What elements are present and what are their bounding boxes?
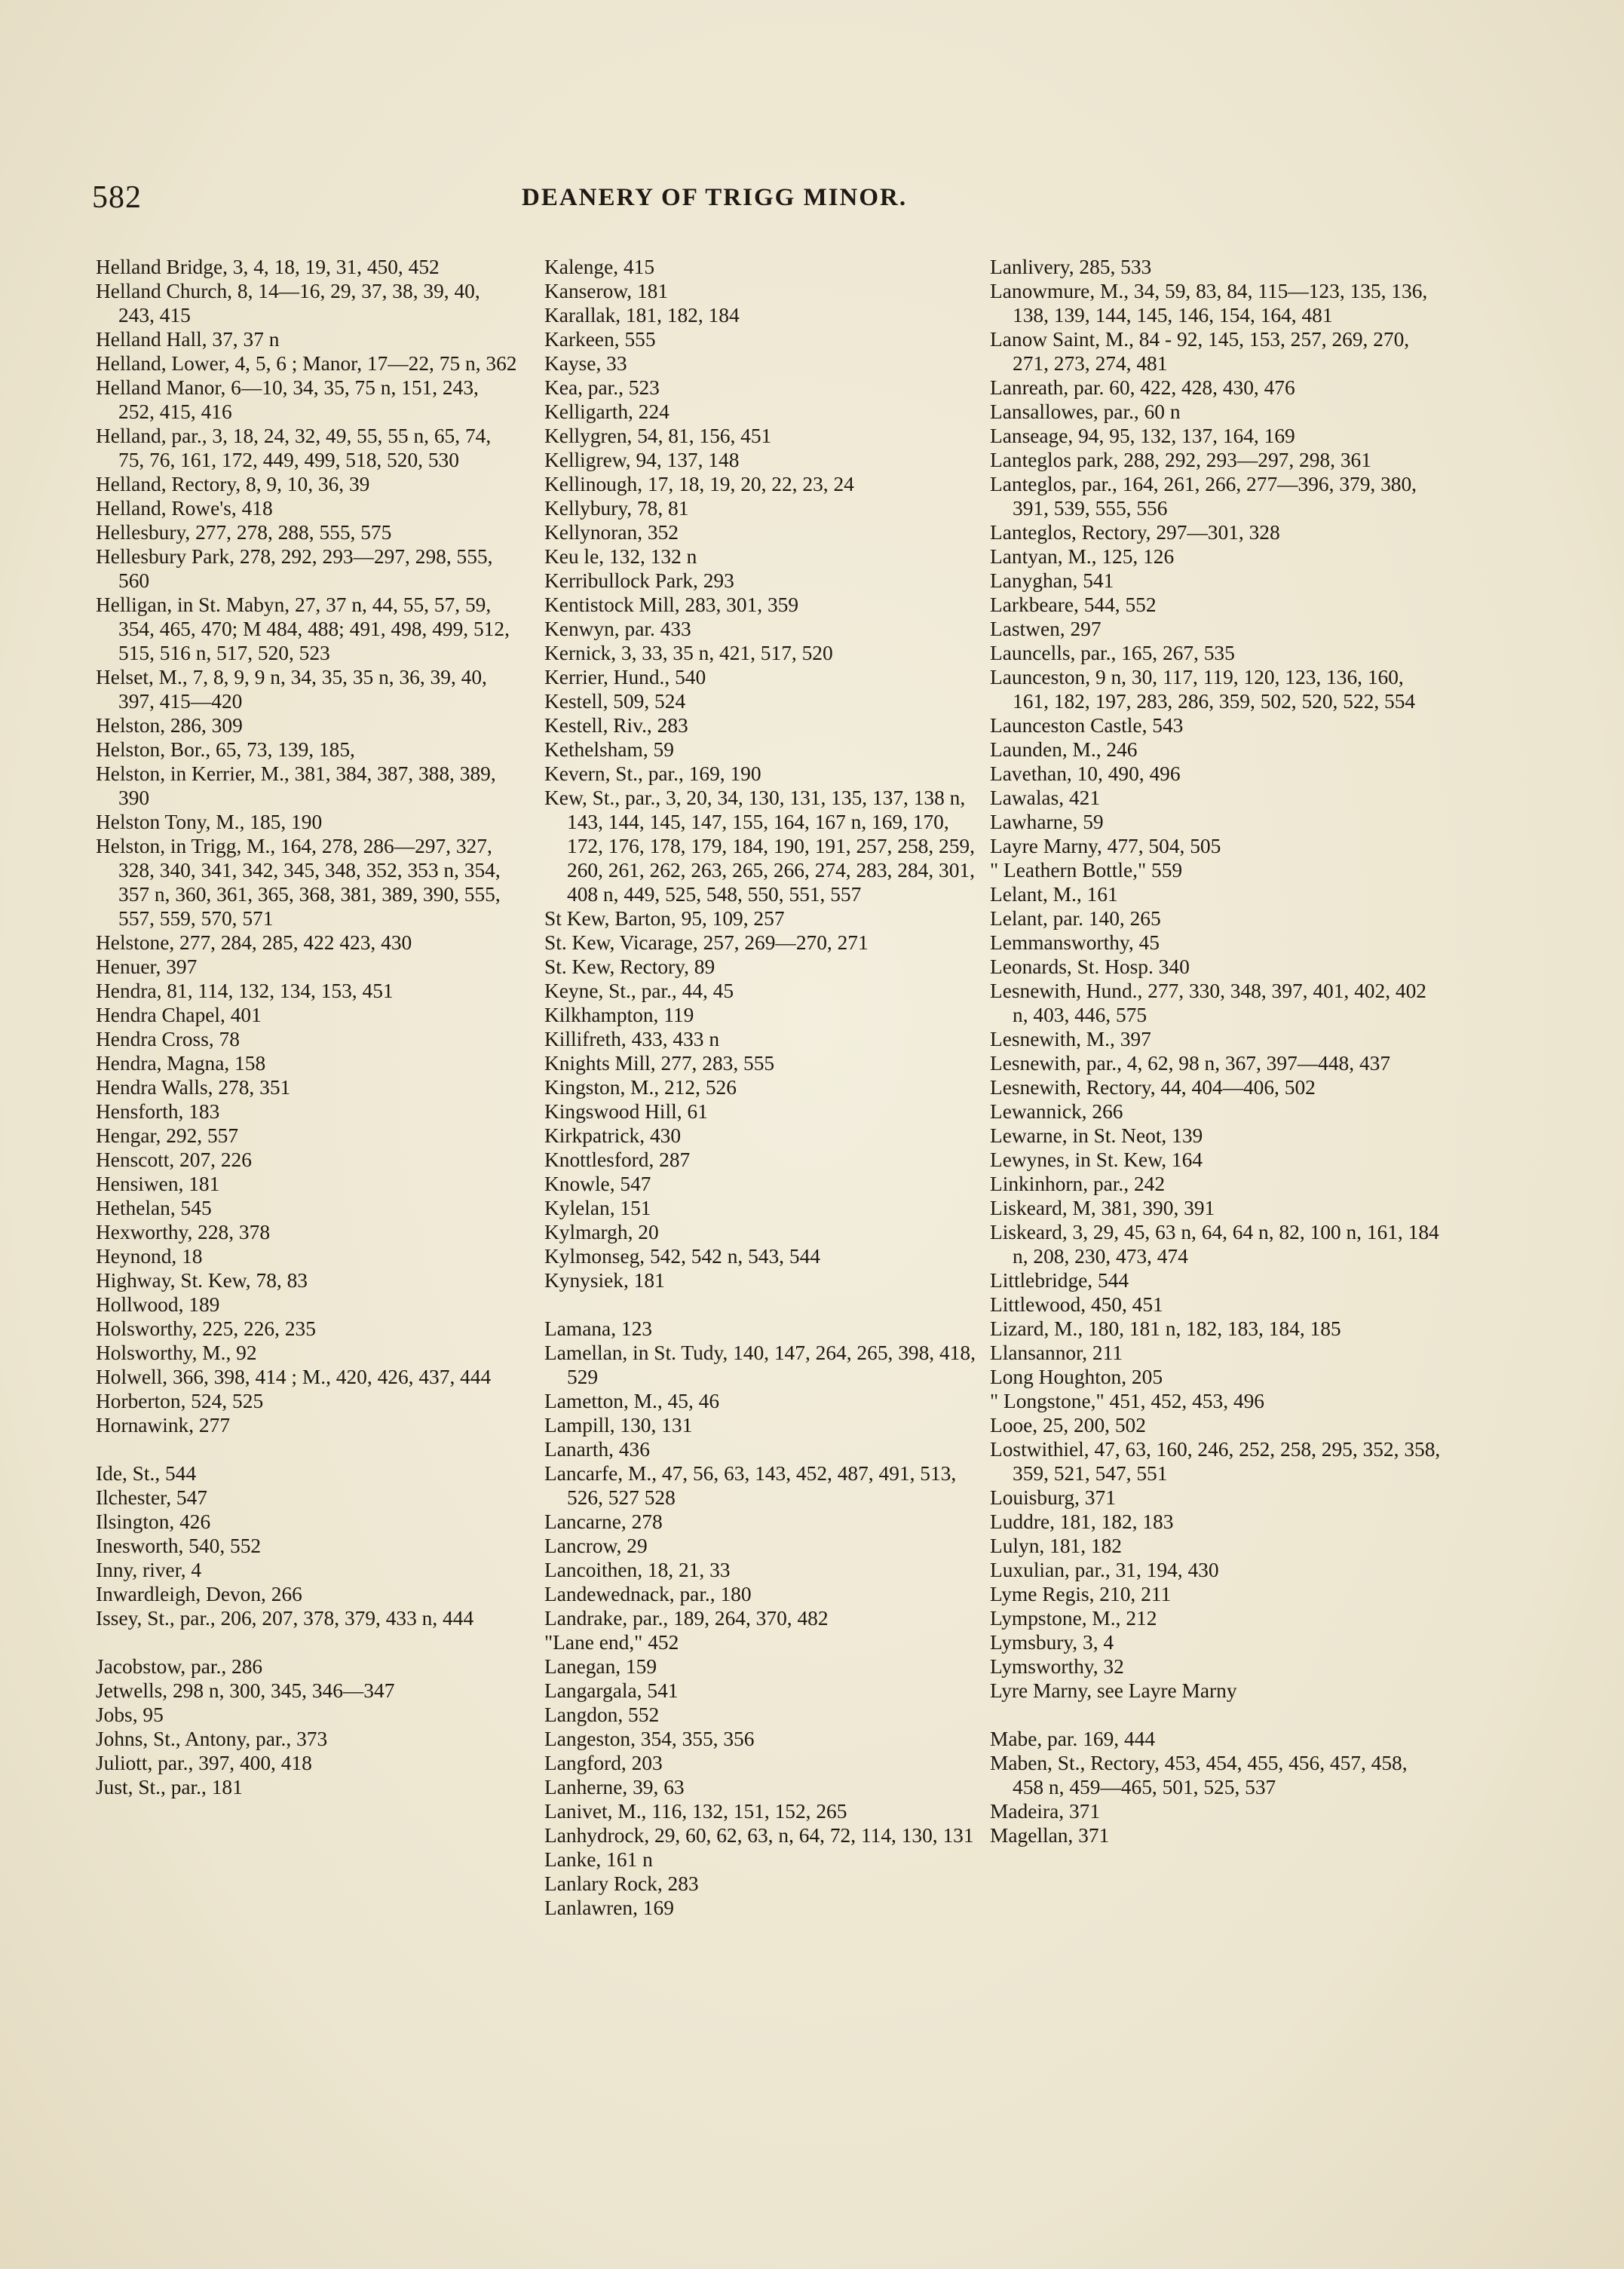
index-entry: Keu le, 132, 132 n <box>544 545 697 568</box>
index-column-3 <box>990 255 1442 1847</box>
index-entry: Lanow Saint, M., 84 - 92, 145, 153, 257, 269, 270, 271, 273, 274, 481 <box>990 328 1410 375</box>
index-entry: Kynysiek, 181 <box>544 1269 665 1292</box>
index-entry: Keyne, St., par., 44, 45 <box>544 980 734 1002</box>
index-entry: Lanegan, 159 <box>544 1655 657 1678</box>
index-entry: Henuer, 397 <box>96 955 198 978</box>
index-entry: Horberton, 524, 525 <box>96 1390 264 1412</box>
index-entry: Helston, in Kerrier, M., 381, 384, 387, 388, 389, 390 <box>96 762 496 809</box>
index-entry: Lanyghan, 541 <box>990 569 1114 592</box>
index-entry: Looe, 25, 200, 502 <box>990 1414 1146 1437</box>
index-entry: Linkinhorn, par., 242 <box>990 1173 1166 1195</box>
index-entry: Lanteglos park, 288, 292, 293—297, 298, 361 <box>990 449 1371 471</box>
index-entry: Kentistock Mill, 283, 301, 359 <box>544 593 799 616</box>
index-entry: Maben, St., Rectory, 453, 454, 455, 456, 457, 458, 458 n, 459—465, 501, 525, 537 <box>990 1752 1408 1798</box>
index-entry: Kellynoran, 352 <box>544 521 679 544</box>
index-entry: Kingston, M., 212, 526 <box>544 1076 737 1099</box>
index-entry: Lelant, M., 161 <box>990 883 1118 906</box>
index-entry: Liskeard, M, 381, 390, 391 <box>990 1197 1215 1219</box>
index-entry: Lametton, M., 45, 46 <box>544 1390 720 1412</box>
index-entry: Lawharne, 59 <box>990 811 1104 833</box>
index-entry: Kellinough, 17, 18, 19, 20, 22, 23, 24 <box>544 473 854 495</box>
index-entry: Knowle, 547 <box>544 1173 651 1195</box>
index-entry: Lesnewith, par., 4, 62, 98 n, 367, 397—448, 437 <box>990 1052 1391 1075</box>
index-entry: Langford, 203 <box>544 1752 663 1774</box>
index-entry: Lewynes, in St. Kew, 164 <box>990 1148 1203 1171</box>
index-entry: Kelligarth, 224 <box>544 400 670 423</box>
index-entry: Kea, par., 523 <box>544 376 660 399</box>
index-entry: Lizard, M., 180, 181 n, 182, 183, 184, 185 <box>990 1317 1341 1340</box>
index-entry: Larkbeare, 544, 552 <box>990 593 1157 616</box>
index-entry: St. Kew, Vicarage, 257, 269—270, 271 <box>544 931 869 954</box>
index-entry: Landewednack, par., 180 <box>544 1583 752 1605</box>
index-entry: Kanserow, 181 <box>544 280 669 302</box>
index-entry: Kellybury, 78, 81 <box>544 497 689 520</box>
index-entry: Helland, Rectory, 8, 9, 10, 36, 39 <box>96 473 370 495</box>
index-entry: Llansannor, 211 <box>990 1341 1123 1364</box>
index-entry: Issey, St., par., 206, 207, 378, 379, 433 n, 444 <box>96 1607 474 1630</box>
index-entry: Lympstone, M., 212 <box>990 1607 1157 1630</box>
index-entry: Killifreth, 433, 433 n <box>544 1028 720 1050</box>
index-entry: Kayse, 33 <box>544 352 627 375</box>
index-entry: Langargala, 541 <box>544 1679 679 1702</box>
index-entry: Lanowmure, M., 34, 59, 83, 84, 115—123, 135, 136, 138, 139, 144, 145, 146, 154, 164, 481 <box>990 280 1428 327</box>
index-entry: Jacobstow, par., 286 <box>96 1655 263 1678</box>
index-entry: Kestell, 509, 524 <box>544 690 686 713</box>
index-entry: Lyre Marny, see Layre Marny <box>990 1679 1237 1702</box>
index-entry: St Kew, Barton, 95, 109, 257 <box>544 907 785 930</box>
index-entry: Kenwyn, par. 433 <box>544 618 691 640</box>
index-entry: Kilkhampton, 119 <box>544 1004 694 1026</box>
section-gap <box>544 1292 982 1317</box>
index-entry: Lanke, 161 n <box>544 1848 653 1871</box>
index-entry: Kevern, St., par., 169, 190 <box>544 762 761 785</box>
index-entry: Highway, St. Kew, 78, 83 <box>96 1269 308 1292</box>
index-entry: Kew, St., par., 3, 20, 34, 130, 131, 135, 137, 138 n, 143, 144, 145, 147, 155, 164, 167 n, 169, 170, 172, 176, 178, 179, 184, 190, 191, 257, 258, 259, 260, 261, 262, 263, 265, 266, 274, 283, 284, 301, 408 n, 449, 525, 548, 550, 551, 557 <box>544 786 975 906</box>
index-column-2 <box>544 255 982 1920</box>
index-entry: Lelant, par. 140, 265 <box>990 907 1161 930</box>
index-entry: Lastwen, 297 <box>990 618 1102 640</box>
index-entry: Helligan, in St. Mabyn, 27, 37 n, 44, 55, 57, 59, 354, 465, 470; M 484, 488; 491, 498, 499, 512, 515, 516 n, 517, 520, 523 <box>96 593 510 664</box>
index-entry: Hengar, 292, 557 <box>96 1124 239 1147</box>
section-gap <box>990 1703 1442 1727</box>
index-entry: Hendra, Magna, 158 <box>96 1052 266 1075</box>
index-entry: Long Houghton, 205 <box>990 1366 1163 1388</box>
index-entry: Lancarfe, M., 47, 56, 63, 143, 452, 487, 491, 513, 526, 527 528 <box>544 1462 957 1509</box>
index-entry: St. Kew, Rectory, 89 <box>544 955 715 978</box>
index-entry: Kerribullock Park, 293 <box>544 569 734 592</box>
index-entry: Kerrier, Hund., 540 <box>544 666 706 688</box>
index-entry: Hensiwen, 181 <box>96 1173 220 1195</box>
index-entry: Lanlivery, 285, 533 <box>990 256 1152 278</box>
index-entry: Inesworth, 540, 552 <box>96 1535 262 1557</box>
index-entry: Lancoithen, 18, 21, 33 <box>544 1559 731 1581</box>
index-entry: Luxulian, par., 31, 194, 430 <box>990 1559 1219 1581</box>
index-entry: Lanlary Rock, 283 <box>544 1872 699 1895</box>
index-entry: Launcells, par., 165, 267, 535 <box>990 642 1235 664</box>
index-entry: Holsworthy, 225, 226, 235 <box>96 1317 316 1340</box>
index-entry: Lesnewith, Hund., 277, 330, 348, 397, 401, 402, 402 n, 403, 446, 575 <box>990 980 1426 1026</box>
index-entry: Langeston, 354, 355, 356 <box>544 1728 755 1750</box>
index-entry: Ilchester, 547 <box>96 1486 207 1509</box>
index-entry: Helston, 286, 309 <box>96 714 243 737</box>
index-column-1 <box>96 255 518 1799</box>
index-entry: Knottlesford, 287 <box>544 1148 691 1171</box>
index-entry: Holwell, 366, 398, 414 ; M., 420, 426, 437, 444 <box>96 1366 492 1388</box>
index-entry: Lanreath, par. 60, 422, 428, 430, 476 <box>990 376 1295 399</box>
index-entry: Kylmargh, 20 <box>544 1221 659 1243</box>
index-entry: Lymsworthy, 32 <box>990 1655 1124 1678</box>
index-entry: Helland, par., 3, 18, 24, 32, 49, 55, 55 n, 65, 74, 75, 76, 161, 172, 449, 499, 518, 520, 530 <box>96 425 492 471</box>
index-entry: Helland Hall, 37, 37 n <box>96 328 280 351</box>
index-entry: Lanarth, 436 <box>544 1438 650 1461</box>
index-entry: Just, St., par., 181 <box>96 1776 243 1798</box>
index-entry: Hollwood, 189 <box>96 1293 220 1316</box>
index-entry: Inwardleigh, Devon, 266 <box>96 1583 302 1605</box>
index-entry: Holsworthy, M., 92 <box>96 1341 257 1364</box>
index-entry: Hellesbury Park, 278, 292, 293—297, 298, 555, 560 <box>96 545 493 592</box>
index-entry: Hendra Walls, 278, 351 <box>96 1076 291 1099</box>
index-entry: Madeira, 371 <box>990 1800 1101 1823</box>
index-entry: Kestell, Riv., 283 <box>544 714 688 737</box>
index-entry: Magellan, 371 <box>990 1824 1110 1847</box>
index-entry: Leonards, St. Hosp. 340 <box>990 955 1190 978</box>
index-entry: Ilsington, 426 <box>96 1510 211 1533</box>
section-gap <box>96 1630 518 1654</box>
index-entry: Kylelan, 151 <box>544 1197 651 1219</box>
index-entry: Langdon, 552 <box>544 1703 660 1726</box>
index-entry: Hexworthy, 228, 378 <box>96 1221 271 1243</box>
index-entry: Helland Bridge, 3, 4, 18, 19, 31, 450, 452 <box>96 256 440 278</box>
index-entry: "Lane end," 452 <box>544 1631 679 1654</box>
index-entry: Kirkpatrick, 430 <box>544 1124 682 1147</box>
index-entry: Lancarne, 278 <box>544 1510 663 1533</box>
index-entry: Lampill, 130, 131 <box>544 1414 693 1437</box>
index-entry: Lanlawren, 169 <box>544 1896 674 1919</box>
index-entry: Louisburg, 371 <box>990 1486 1116 1509</box>
index-entry: Helland, Lower, 4, 5, 6 ; Manor, 17—22, 75 n, 362 <box>96 352 517 375</box>
index-entry: Lesnewith, Rectory, 44, 404—406, 502 <box>990 1076 1316 1099</box>
index-entry: Lewannick, 266 <box>990 1100 1123 1123</box>
index-entry: Hornawink, 277 <box>96 1414 231 1437</box>
index-entry: Lyme Regis, 210, 211 <box>990 1583 1172 1605</box>
index-entry: Lymsbury, 3, 4 <box>990 1631 1114 1654</box>
index-entry: Jetwells, 298 n, 300, 345, 346—347 <box>96 1679 395 1702</box>
index-entry: " Leathern Bottle," 559 <box>990 859 1183 882</box>
index-entry: Littlebridge, 544 <box>990 1269 1129 1292</box>
index-entry: Helston Tony, M., 185, 190 <box>96 811 323 833</box>
index-entry: Lanivet, M., 116, 132, 151, 152, 265 <box>544 1800 847 1823</box>
index-entry: Lanteglos, par., 164, 261, 266, 277—396, 379, 380, 391, 539, 555, 556 <box>990 473 1417 520</box>
index-entry: Hellesbury, 277, 278, 288, 555, 575 <box>96 521 392 544</box>
index-entry: Kernick, 3, 33, 35 n, 421, 517, 520 <box>544 642 833 664</box>
index-entry: Lancrow, 29 <box>544 1535 648 1557</box>
index-entry: Layre Marny, 477, 504, 505 <box>990 835 1221 857</box>
page-number: 582 <box>92 180 142 215</box>
index-entry: Jobs, 95 <box>96 1703 164 1726</box>
index-entry: Hethelan, 545 <box>96 1197 212 1219</box>
index-entry: Helland, Rowe's, 418 <box>96 497 273 520</box>
index-entry: Lansallowes, par., 60 n <box>990 400 1181 423</box>
index-entry: Lesnewith, M., 397 <box>990 1028 1151 1050</box>
index-entry: Helstone, 277, 284, 285, 422 423, 430 <box>96 931 412 954</box>
index-entry: Lemmansworthy, 45 <box>990 931 1160 954</box>
index-entry: Hendra, 81, 114, 132, 134, 153, 451 <box>96 980 394 1002</box>
index-entry: Lostwithiel, 47, 63, 160, 246, 252, 258, 295, 352, 358, 359, 521, 547, 551 <box>990 1438 1441 1485</box>
index-entry: Kellygren, 54, 81, 156, 451 <box>544 425 772 447</box>
index-entry: Inny, river, 4 <box>96 1559 202 1581</box>
section-gap <box>96 1437 518 1461</box>
running-head: DEANERY OF TRIGG MINOR. <box>522 184 908 211</box>
index-entry: Helland Church, 8, 14—16, 29, 37, 38, 39, 40, 243, 415 <box>96 280 480 327</box>
index-entry: Landrake, par., 189, 264, 370, 482 <box>544 1607 829 1630</box>
index-entry: Launceston Castle, 543 <box>990 714 1184 737</box>
index-entry: Lavethan, 10, 490, 496 <box>990 762 1181 785</box>
page-header <box>92 179 1540 225</box>
index-entry: Kelligrew, 94, 137, 148 <box>544 449 740 471</box>
index-entry: Hendra Cross, 78 <box>96 1028 240 1050</box>
index-entry: Johns, St., Antony, par., 373 <box>96 1728 328 1750</box>
index-entry: Lawalas, 421 <box>990 786 1101 809</box>
index-entry: Liskeard, 3, 29, 45, 63 n, 64, 64 n, 82, 100 n, 161, 184 n, 208, 230, 473, 474 <box>990 1221 1439 1268</box>
index-entry: Lamana, 123 <box>544 1317 652 1340</box>
index-entry: Helston, in Trigg, M., 164, 278, 286—297, 327, 328, 340, 341, 342, 345, 348, 352, 353 n, 354, 357 n, 360, 361, 365, 368, 381, 389, 390, 555, 557, 559, 570, 571 <box>96 835 501 930</box>
index-entry: Hensforth, 183 <box>96 1100 220 1123</box>
index-entry: Littlewood, 450, 451 <box>990 1293 1163 1316</box>
index-entry: Knights Mill, 277, 283, 555 <box>544 1052 775 1075</box>
index-entry: Ide, St., 544 <box>96 1462 197 1485</box>
index-entry: Lulyn, 181, 182 <box>990 1535 1122 1557</box>
index-entry: Helston, Bor., 65, 73, 139, 185, <box>96 738 355 761</box>
index-entry: Luddre, 181, 182, 183 <box>990 1510 1174 1533</box>
index-entry: Launceston, 9 n, 30, 117, 119, 120, 123, 136, 160, 161, 182, 197, 283, 286, 359, 502, 520, 522, 554 <box>990 666 1416 713</box>
index-entry: Heynond, 18 <box>96 1245 203 1268</box>
index-entry: Lanseage, 94, 95, 132, 137, 164, 169 <box>990 425 1295 447</box>
index-entry: " Longstone," 451, 452, 453, 496 <box>990 1390 1264 1412</box>
index-entry: Kingswood Hill, 61 <box>544 1100 708 1123</box>
index-entry: Launden, M., 246 <box>990 738 1138 761</box>
index-entry: Lanteglos, Rectory, 297—301, 328 <box>990 521 1280 544</box>
index-entry: Juliott, par., 397, 400, 418 <box>96 1752 312 1774</box>
index-entry: Henscott, 207, 226 <box>96 1148 252 1171</box>
index-entry: Helland Manor, 6—10, 34, 35, 75 n, 151, 243, 252, 415, 416 <box>96 376 479 423</box>
index-entry: Lamellan, in St. Tudy, 140, 147, 264, 265, 398, 418, 529 <box>544 1341 976 1388</box>
index-entry: Lewarne, in St. Neot, 139 <box>990 1124 1203 1147</box>
index-entry: Hendra Chapel, 401 <box>96 1004 262 1026</box>
index-entry: Lanhydrock, 29, 60, 62, 63, n, 64, 72, 114, 130, 131 <box>544 1824 974 1847</box>
index-entry: Karallak, 181, 182, 184 <box>544 304 740 327</box>
index-entry: Helset, M., 7, 8, 9, 9 n, 34, 35, 35 n, 36, 39, 40, 397, 415—420 <box>96 666 487 713</box>
index-entry: Kalenge, 415 <box>544 256 655 278</box>
index-entry: Kethelsham, 59 <box>544 738 674 761</box>
index-entry: Mabe, par. 169, 444 <box>990 1728 1156 1750</box>
index-entry: Lanherne, 39, 63 <box>544 1776 685 1798</box>
index-entry: Lantyan, M., 125, 126 <box>990 545 1175 568</box>
index-entry: Kylmonseg, 542, 542 n, 543, 544 <box>544 1245 820 1268</box>
index-entry: Karkeen, 555 <box>544 328 656 351</box>
